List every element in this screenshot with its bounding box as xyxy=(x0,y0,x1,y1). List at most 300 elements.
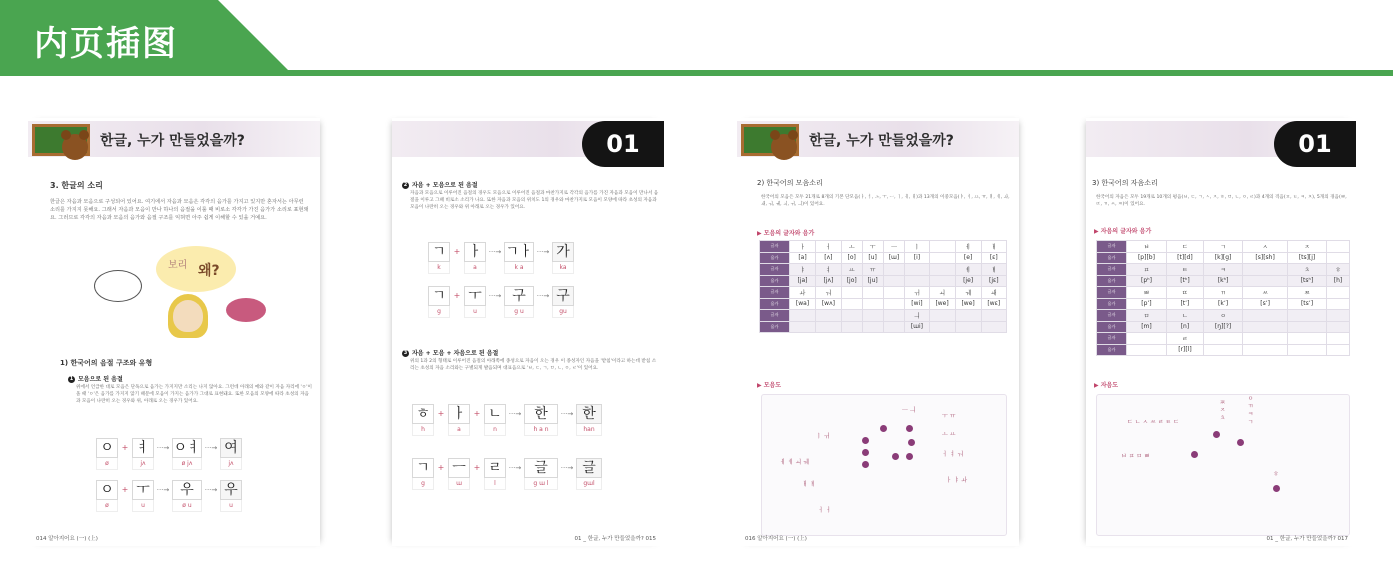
table-cell xyxy=(1327,344,1350,356)
book-page-016 xyxy=(737,118,1019,546)
item-title: 자음 + 모음으로 된 음절 xyxy=(412,182,478,189)
vowel-point xyxy=(862,449,869,456)
romanization: ka xyxy=(552,262,574,274)
table-cell: ㅉ xyxy=(1288,287,1327,299)
table-cell: ㄱ xyxy=(1203,241,1242,253)
table-cell: ㅞ xyxy=(955,287,981,299)
row-label: 글자 xyxy=(760,310,790,322)
glyph: ㅏ xyxy=(448,404,470,424)
consonant-label: ㅇ ㄲ ㅋ ㄱ xyxy=(1246,395,1253,425)
consonant-point xyxy=(1273,485,1280,492)
table-cell: [pʼ] xyxy=(1127,298,1167,310)
row-label: 글자 xyxy=(760,241,790,253)
table-row xyxy=(760,321,1007,333)
glyph: 구 xyxy=(504,286,534,306)
table-cell: ㄸ xyxy=(1166,287,1203,299)
vowel-label: ㅗ ㅛ xyxy=(942,431,956,438)
table-cell: [ʌ] xyxy=(816,252,842,264)
diagram-heading: ▶ 자음도 xyxy=(1094,382,1119,389)
table-cell xyxy=(955,310,981,322)
table-cell: [k][g] xyxy=(1203,252,1242,264)
table-cell xyxy=(1243,310,1288,322)
table-cell: ㅊ xyxy=(1288,264,1327,276)
row-label: 음가 xyxy=(760,252,790,264)
consonant-table xyxy=(1096,240,1350,356)
table-cell xyxy=(1243,333,1288,345)
vowel-label: ㅡ ㅢ xyxy=(902,407,916,414)
table-cell: [m] xyxy=(1127,321,1167,333)
table-cell xyxy=(955,321,981,333)
syllable-equation-1: ㅇ ø + ㅕ jʌ ···→ ㅇㅕ ø jʌ ···→ 여 jʌ xyxy=(96,438,242,470)
section-title: 3. 한글의 소리 xyxy=(50,181,103,190)
intro-paragraph: 한국어의 모음은 모두 21개로 8개의 기본 단모음(ㅏ, ㅓ, ㅗ, ㅜ, ㅡ, ㅣ, ㅔ, ㅐ)과 13개의 이중모음(ㅑ, ㅕ, ㅛ, ㅠ, ㅒ, ㅖ, ㅘ, ㅙ, ㅝ, ㅞ, ㅚ, ㅟ, ㅢ)이 있어요. xyxy=(761,195,1010,207)
table-cell: ㅌ xyxy=(1166,264,1203,276)
item-paragraph: 자음과 모음으로 이루어진 음절의 경우도 모음으로 이루어진 음절과 마찬가지로 각각의 음가를 가진 자음과 모음이 만나서 음절을 이루고 그때 비로소 소리가 나요. 또한 자음과 모음의 위치도 1의 경우와 마찬가지로 모음이 모양에 따라 초성의 자음과 모음이 나란히 오는 경우와 위 아래로 오는 경우가 있어요. xyxy=(410,191,659,210)
table-cell xyxy=(929,241,955,253)
table-cell xyxy=(1327,321,1350,333)
consonant-diagram xyxy=(1096,394,1350,536)
page-footer: 01 _ 한글, 누가 만들었을까? 017 xyxy=(1266,536,1348,542)
bubble-word: 보리 xyxy=(168,260,188,271)
romanization: ø jʌ xyxy=(172,458,202,470)
vowel-label: ㅔ ㅖ ㅚ ㅞ xyxy=(780,459,809,466)
table-cell xyxy=(883,321,905,333)
table-cell: ㅓ xyxy=(816,241,842,253)
table-cell: [tʰ] xyxy=(1166,275,1203,287)
glyph: ㅡ xyxy=(448,458,470,478)
table-cell: ㅟ xyxy=(905,287,929,299)
romanization: u xyxy=(132,500,154,512)
glyph: ㄹ xyxy=(484,458,506,478)
glyph: ㅇㅕ xyxy=(173,440,201,456)
table-cell xyxy=(1327,252,1350,264)
glyph: ㄱ xyxy=(412,458,434,478)
page-footer: 014 알아지어요 (一) (上) xyxy=(36,536,98,542)
table-cell: ㅙ xyxy=(981,287,1006,299)
table-cell: [kʰ] xyxy=(1203,275,1242,287)
table-cell: ㅈ xyxy=(1288,241,1327,253)
syllable-equation-2: ㅇ ø + ㅜ u ···→ 우 ø u ···→ 우 u xyxy=(96,480,242,512)
table-cell: ㅣ xyxy=(905,241,929,253)
table-cell: [sʼ] xyxy=(1243,298,1288,310)
bubble-question: 왜? xyxy=(198,263,220,279)
vowel-label: ㅏ ㅑ ㅘ xyxy=(946,477,968,484)
chapter-number: 01 xyxy=(1274,121,1356,167)
table-row xyxy=(1097,252,1350,264)
vowel-label: ㅐ ㅒ xyxy=(802,481,816,488)
table-cell: ㅚ xyxy=(929,287,955,299)
row-label: 글자 xyxy=(1097,241,1127,253)
romanization: g u xyxy=(504,306,534,318)
romanization: gu xyxy=(552,306,574,318)
item-heading xyxy=(68,374,123,383)
item-heading xyxy=(402,348,498,357)
table-heading: ▶ 자음의 글자와 음가 xyxy=(1094,228,1152,235)
table-cell: [ts][j] xyxy=(1288,252,1327,264)
table-cell xyxy=(1243,321,1288,333)
vowel-label: ㅜ ㅠ xyxy=(942,413,956,420)
vowel-label: ㅓ ㅕ ㅝ xyxy=(942,451,964,458)
table-cell: [ɯ] xyxy=(883,252,905,264)
table-row xyxy=(1097,298,1350,310)
table-cell: [u] xyxy=(862,252,883,264)
table-cell: [ɯi] xyxy=(905,321,929,333)
row-label: 음가 xyxy=(760,321,790,333)
consonant-point xyxy=(1213,431,1220,438)
table-cell xyxy=(905,264,929,276)
table-cell xyxy=(1203,344,1242,356)
table-cell xyxy=(1243,344,1288,356)
romanization: l xyxy=(484,478,506,490)
table-cell: ㅃ xyxy=(1127,287,1167,299)
vowel-label: ㅓ ㅓ xyxy=(818,507,832,514)
romanization: jʌ xyxy=(220,458,242,470)
table-cell: [r][l] xyxy=(1166,344,1203,356)
page-header xyxy=(737,121,1019,157)
table-row xyxy=(1097,275,1350,287)
table-cell xyxy=(841,321,862,333)
consonant-label: ㅂ ㅍ ㅁ ㅃ xyxy=(1121,453,1150,460)
table-row xyxy=(1097,321,1350,333)
table-row xyxy=(1097,241,1350,253)
page-header-title: 한글, 누가 만들었을까? xyxy=(809,133,954,149)
table-row xyxy=(760,287,1007,299)
table-cell xyxy=(841,287,862,299)
table-cell: ㅜ xyxy=(862,241,883,253)
table-cell xyxy=(862,287,883,299)
item-number: 1 xyxy=(69,376,74,382)
romanization: g ɯ l xyxy=(524,478,558,490)
vowel-table xyxy=(759,240,1007,333)
table-cell xyxy=(1127,333,1167,345)
diagram-title: 자음도 xyxy=(1100,382,1119,389)
table-cell: [kʼ] xyxy=(1203,298,1242,310)
table-cell: ㅕ xyxy=(816,264,842,276)
table-cell: ㄹ xyxy=(1166,333,1203,345)
table-cell xyxy=(1288,333,1327,345)
table-row xyxy=(1097,264,1350,276)
table-cell: ㅡ xyxy=(883,241,905,253)
table-cell: ㅍ xyxy=(1127,264,1167,276)
table-cell xyxy=(1288,344,1327,356)
consonant-point xyxy=(1191,451,1198,458)
table-cell: ㄲ xyxy=(1203,287,1242,299)
table-cell xyxy=(929,310,955,322)
item-number: 2 xyxy=(403,182,408,188)
table-cell: ㅒ xyxy=(981,264,1006,276)
table-cell: [ŋ][?] xyxy=(1203,321,1242,333)
table-cell: [we] xyxy=(955,298,981,310)
table-cell xyxy=(929,275,955,287)
glyph: 글 xyxy=(524,458,558,478)
item-title: 자음 + 모음 + 자음으로 된 음절 xyxy=(412,350,499,357)
romanization: u xyxy=(220,500,242,512)
table-cell: [ju] xyxy=(862,275,883,287)
table-cell xyxy=(862,298,883,310)
romanization: a xyxy=(448,424,470,436)
table-cell: [t][d] xyxy=(1166,252,1203,264)
table-cell xyxy=(1203,333,1242,345)
table-cell xyxy=(816,321,842,333)
table-cell xyxy=(929,321,955,333)
table-cell: [ja] xyxy=(790,275,816,287)
row-label: 음가 xyxy=(1097,275,1127,287)
intro-paragraph: 한글은 자음과 모음으로 구성되어 있어요. 여기에서 자음과 모음은 각각의 음가를 가지고 있지만 혼자서는 아무런 소리를 가지지 못해요. 그래서 자음과 모음이 만나 하나의 음절을 이룰 때 비로소 각각가 가진 음가가 소리로 표현돼요. 그러므로 각각의 자음과 모음의 음가와 음절 구조를 익혀면 아주 쉽게 이해할 수 있을 거예요. xyxy=(50,199,309,221)
table-cell: [h] xyxy=(1327,275,1350,287)
table-cell: ㅂ xyxy=(1127,241,1167,253)
consonant-point xyxy=(1237,439,1244,446)
romanization: k xyxy=(428,262,450,274)
table-cell: [wi] xyxy=(905,298,929,310)
table-cell xyxy=(905,275,929,287)
syllable-equation-c: ㅎ h + ㅏ a + ㄴ n ···→ 한 h a n ···→ 한 han xyxy=(412,404,602,436)
table-cell: [jɛ] xyxy=(981,275,1006,287)
table-heading: ▶ 모음의 글자와 음가 xyxy=(757,230,815,237)
glyph: 우 xyxy=(172,480,202,500)
item-heading xyxy=(402,180,478,189)
romanization: g xyxy=(428,306,450,318)
bear-mascot-icon xyxy=(771,134,797,160)
section-title: 3) 한국어의 자음소리 xyxy=(1092,179,1158,187)
table-cell xyxy=(929,252,955,264)
romanization: ø u xyxy=(172,500,202,512)
row-label: 글자 xyxy=(1097,310,1127,322)
vowel-point xyxy=(892,453,899,460)
row-label: 글자 xyxy=(760,264,790,276)
table-cell xyxy=(862,321,883,333)
table-cell: ㅘ xyxy=(790,287,816,299)
syllable-equation-b: ㄱ g + ㅜ u ···→ 구 g u ···→ 구 gu xyxy=(428,286,574,318)
table-cell xyxy=(862,310,883,322)
section-title: 2) 한국어의 모음소리 xyxy=(757,179,823,187)
table-cell: [i] xyxy=(905,252,929,264)
consonant-label: ㄷ ㄴ ㅅ ㅆ ㄹ ㅌ ㄷ xyxy=(1127,419,1180,426)
romanization: jʌ xyxy=(132,458,154,470)
table-cell: ㅗ xyxy=(841,241,862,253)
vowel-point xyxy=(906,453,913,460)
glyph: 우 xyxy=(220,480,242,500)
vowel-point xyxy=(908,439,915,446)
table-cell xyxy=(883,298,905,310)
row-label: 음가 xyxy=(760,275,790,287)
row-label: 음가 xyxy=(1097,344,1127,356)
glyph: 한 xyxy=(576,404,602,424)
glyph: ㅜ xyxy=(464,286,486,306)
romanization: gɯl xyxy=(576,478,602,490)
table-cell: ㅁ xyxy=(1127,310,1167,322)
row-label: 글자 xyxy=(760,287,790,299)
glyph: 구 xyxy=(552,286,574,306)
table-cell xyxy=(1327,241,1350,253)
table-cell: [o] xyxy=(841,252,862,264)
vowel-diagram xyxy=(761,394,1007,536)
table-cell xyxy=(790,321,816,333)
table-cell: ㅝ xyxy=(816,287,842,299)
table-cell xyxy=(841,310,862,322)
book-page-015 xyxy=(392,118,664,546)
table-row xyxy=(1097,344,1350,356)
vowel-point xyxy=(862,437,869,444)
row-label: 음가 xyxy=(1097,252,1127,264)
item-paragraph: 위에서 언급한 대로 모음은 단독으로 음가는 가지지만 소리는 나지 않아요. 그런데 아래의 예와 같이 자음 자리에 'ㅇ'이 올 때 'ㅇ'은 음가를 가지지 않기 때문에 모음이 가지는 음가가 그대로 표현돼요. 또한 모음의 모양에 따라 초성의 자음과 모음이 나란히 오는 경우와 위, 아래로 오는 경우가 있어요. xyxy=(76,385,312,404)
subsection-title: 1) 한국어의 음절 구조와 유형 xyxy=(60,359,153,367)
table-cell xyxy=(1243,264,1288,276)
banner-title: 内页插图 xyxy=(34,24,178,64)
table-cell: [wʌ] xyxy=(816,298,842,310)
table-cell xyxy=(883,275,905,287)
row-label: 글자 xyxy=(1097,287,1127,299)
table-row xyxy=(760,264,1007,276)
consonant-label: ㅎ xyxy=(1273,471,1279,478)
syllable-equation-a: ㄱ k + ㅏ a ···→ ㄱㅏ k a ···→ 가 ka xyxy=(428,242,574,274)
table-cell xyxy=(981,310,1006,322)
table-cell: ㅔ xyxy=(955,241,981,253)
glyph: ㅜ xyxy=(132,480,154,500)
page-footer: 01 _ 한글, 누가 만들었을까? 015 xyxy=(574,536,656,542)
glyph: 글 xyxy=(576,458,602,478)
table-cell xyxy=(1327,333,1350,345)
table-cell xyxy=(1327,310,1350,322)
table-cell: [je] xyxy=(955,275,981,287)
page-header-title: 한글, 누가 만들었을까? xyxy=(100,133,245,149)
table-cell: [a] xyxy=(790,252,816,264)
romanization: h a n xyxy=(524,424,558,436)
table-cell xyxy=(883,310,905,322)
table-cell: ㅇ xyxy=(1203,310,1242,322)
romanization: ø xyxy=(96,500,118,512)
table-row xyxy=(760,252,1007,264)
thought-bubble-left xyxy=(94,270,142,302)
table-title: 자음의 글자와 음가 xyxy=(1100,228,1152,235)
table-row xyxy=(760,241,1007,253)
banner-divider xyxy=(0,70,1393,76)
romanization: han xyxy=(576,424,602,436)
table-cell: [tsʼ] xyxy=(1288,298,1327,310)
table-cell xyxy=(1288,321,1327,333)
table-row xyxy=(760,275,1007,287)
table-cell: [pʰ] xyxy=(1127,275,1167,287)
table-cell xyxy=(1327,298,1350,310)
table-cell: [s][sh] xyxy=(1243,252,1288,264)
table-cell: ㄴ xyxy=(1166,310,1203,322)
table-cell: [p][b] xyxy=(1127,252,1167,264)
table-cell: [wɛ] xyxy=(981,298,1006,310)
glyph: ㄱ xyxy=(428,242,450,262)
table-cell xyxy=(1288,310,1327,322)
table-cell: ㅛ xyxy=(841,264,862,276)
romanization: a xyxy=(464,262,486,274)
glyph: 여 xyxy=(220,438,242,458)
table-row xyxy=(1097,310,1350,322)
glyph: ㄴ xyxy=(484,404,506,424)
table-cell xyxy=(1243,275,1288,287)
table-cell: ㅠ xyxy=(862,264,883,276)
diagram-title: 모음도 xyxy=(763,382,782,389)
table-cell: [tsʰ] xyxy=(1288,275,1327,287)
row-label: 글자 xyxy=(1097,333,1127,345)
table-cell: ㅋ xyxy=(1203,264,1242,276)
table-row xyxy=(1097,333,1350,345)
table-row xyxy=(760,310,1007,322)
thought-bubble-right xyxy=(226,298,266,322)
vowel-point xyxy=(880,425,887,432)
table-cell xyxy=(883,264,905,276)
item-number: 3 xyxy=(403,350,408,356)
romanization: k a xyxy=(504,262,534,274)
intro-paragraph: 한국어의 자음은 모두 19개로 10개의 평음(ㅂ, ㄷ, ㄱ, ㅅ, ㅈ, ㅎ, ㅁ, ㄴ, ㅇ, ㄹ)과 4개의 격음(ㅍ, ㅌ, ㅋ, ㅊ), 5개의 경음(ㅃ, ㄸ, ㄲ, ㅆ, ㅉ)이 있어요. xyxy=(1096,195,1347,207)
vowel-point xyxy=(862,461,869,468)
table-cell xyxy=(981,321,1006,333)
table-cell xyxy=(883,287,905,299)
romanization: g xyxy=(412,478,434,490)
row-label: 음가 xyxy=(1097,321,1127,333)
glyph: ㅇ xyxy=(96,438,118,458)
table-cell: ㅅ xyxy=(1243,241,1288,253)
table-title: 모음의 글자와 음가 xyxy=(763,230,815,237)
table-row xyxy=(1097,287,1350,299)
consonant-label: ㅉ ㅈ ㅊ xyxy=(1218,399,1225,421)
glyph: ㅇ xyxy=(96,480,118,500)
chapter-number: 01 xyxy=(582,121,664,167)
table-cell xyxy=(1327,287,1350,299)
vowel-label: ㅣ ㅟ xyxy=(816,433,830,440)
table-cell xyxy=(1127,344,1167,356)
glyph: ㅕ xyxy=(132,438,154,458)
table-cell: ㅖ xyxy=(955,264,981,276)
table-cell: ㅑ xyxy=(790,264,816,276)
row-label: 글자 xyxy=(1097,264,1127,276)
glyph: 한 xyxy=(524,404,558,424)
vowel-point xyxy=(906,425,913,432)
page-footer: 016 알아지어요 (一) (上) xyxy=(745,536,807,542)
table-cell: [wa] xyxy=(790,298,816,310)
glyph: 가 xyxy=(552,242,574,262)
romanization: u xyxy=(464,306,486,318)
table-cell: ㄷ xyxy=(1166,241,1203,253)
diagram-heading: ▶ 모음도 xyxy=(757,382,782,389)
table-cell: ㅆ xyxy=(1243,287,1288,299)
table-cell: [jʌ] xyxy=(816,275,842,287)
glyph: ㄱ xyxy=(428,286,450,306)
row-label: 음가 xyxy=(1097,298,1127,310)
romanization: ø xyxy=(96,458,118,470)
book-page-014 xyxy=(28,118,320,546)
book-page-017 xyxy=(1086,118,1356,546)
table-cell xyxy=(816,310,842,322)
table-cell: ㅢ xyxy=(905,310,929,322)
page-header xyxy=(28,121,320,157)
table-cell: ㅎ xyxy=(1327,264,1350,276)
table-cell: [tʼ] xyxy=(1166,298,1203,310)
table-cell: [e] xyxy=(955,252,981,264)
glyph: ㅎ xyxy=(412,404,434,424)
table-cell: [n] xyxy=(1166,321,1203,333)
table-cell: ㅐ xyxy=(981,241,1006,253)
syllable-equation-d: ㄱ g + ㅡ ɯ + ㄹ l ···→ 글 g ɯ l ···→ 글 gɯl xyxy=(412,458,602,490)
glyph: ㄱㅏ xyxy=(505,244,533,260)
table-cell xyxy=(790,310,816,322)
romanization: h xyxy=(412,424,434,436)
table-cell: [jo] xyxy=(841,275,862,287)
table-cell xyxy=(929,264,955,276)
bear-mascot-icon xyxy=(62,134,88,160)
item-title: 모음으로 된 음절 xyxy=(78,376,123,383)
table-cell xyxy=(841,298,862,310)
header-banner xyxy=(0,0,1393,76)
table-cell: [we] xyxy=(929,298,955,310)
romanization: ɯ xyxy=(448,478,470,490)
girl-face xyxy=(173,300,203,332)
